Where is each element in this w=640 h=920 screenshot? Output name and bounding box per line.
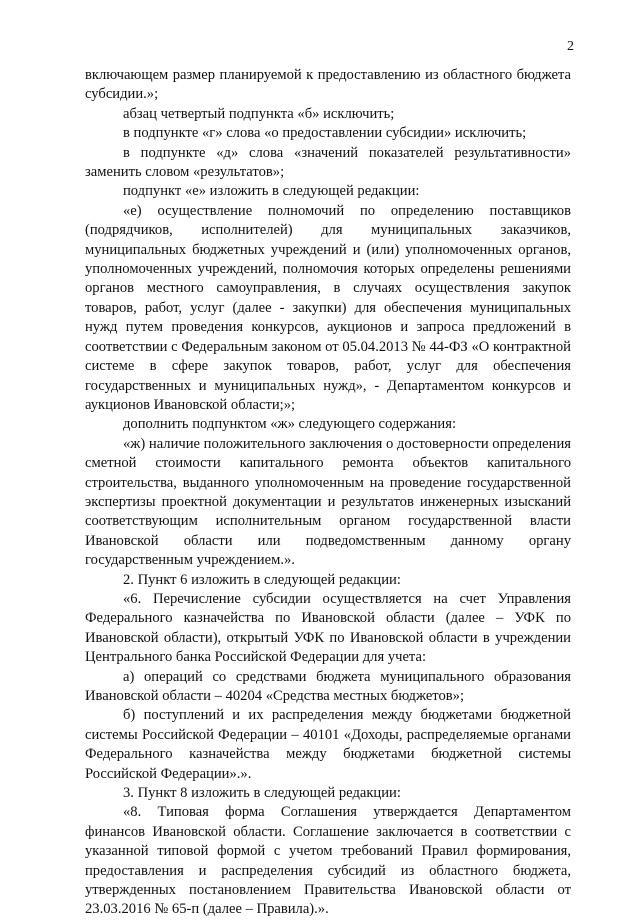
- paragraph: дополнить подпунктом «ж» следующего содержания:: [123, 416, 457, 433]
- document-body: [85, 66, 571, 920]
- paragraph: подпункт «е» изложить в следующей редакции:: [123, 183, 420, 200]
- paragraph: в подпункте «д» слова «значений показателей результативности» заменить словом «результатов»;: [85, 144, 571, 181]
- paragraph: а) операций со средствами бюджета муниципального образования Ивановской области – 40204 «Средства местных бюджетов»;: [85, 668, 571, 704]
- paragraph: «ж) наличие положительного заключения о достоверности определения сметной стоимости капитального ремонта объектов капитального строительства, выданного уполномоченным на проведение государственной экспертизы проектной документации и результатов инженерных изысканий соответствующим исполнительным органом государственной власти Ивановской области или подведомственным данному органу государственным учреждением.».: [85, 435, 571, 569]
- paragraph: б) поступлений и их распределения между бюджетами бюджетной системы Российской Федерации – 40101 «Доходы, распределяемые органами Федерального казначейства между бюджетами бюджетной системы Российской Федерации».».: [85, 707, 571, 782]
- page-number: 2: [567, 39, 574, 54]
- paragraph: абзац четвертый подпункта «б» исключить;: [123, 105, 395, 122]
- paragraph: 3. Пункт 8 изложить в следующей редакции:: [123, 785, 401, 802]
- paragraph: включающем размер планируемой к предоставлению из областного бюджета субсидии.»;: [85, 67, 571, 103]
- paragraph: в подпункте «г» слова «о предоставлении субсидии» исключить;: [123, 125, 527, 142]
- paragraph: «е) осуществление полномочий по определению поставщиков (подрядчиков, исполнителей) для муниципальных заказчиков, муниципальных бюджетных учреждений и (или) уполномоченных органов, уполномоченных учреждений, полномочия которых определены решениями органов местного самоуправления, в случаях осуществления закупок товаров, работ, услуг (далее - закупки) для обеспечения муниципальных нужд путем проведения конкурсов, аукционов и запроса предложений в соответствии с Федеральным законом от 05.04.2013 № 44-ФЗ «О контрактной системе в сфере закупок товаров, работ, услуг для обеспечения государственных и муниципальных нужд», - Департаментом конкурсов и аукционов Ивановской области;»;: [85, 202, 571, 413]
- paragraph: «8. Типовая форма Соглашения утверждается Департаментом финансов Ивановской области. Соглашение заключается в соответствии с указанной типовой формой с учетом требований Правил формирования, предоставления и распределения субсидий из областного бюджета, утвержденных постановлением Правительства Ивановской области от 23.03.2016 № 65-п (далее – Правила).».: [85, 804, 571, 918]
- paragraph: «6. Перечисление субсидии осуществляется на счет Управления Федерального казначейства по Ивановской области (далее – УФК по Ивановской области), открытый УФК по Ивановской области в учреждении Центрального банка Российской Федерации для учета:: [85, 590, 571, 666]
- paragraph: 2. Пункт 6 изложить в следующей редакции:: [123, 571, 401, 588]
